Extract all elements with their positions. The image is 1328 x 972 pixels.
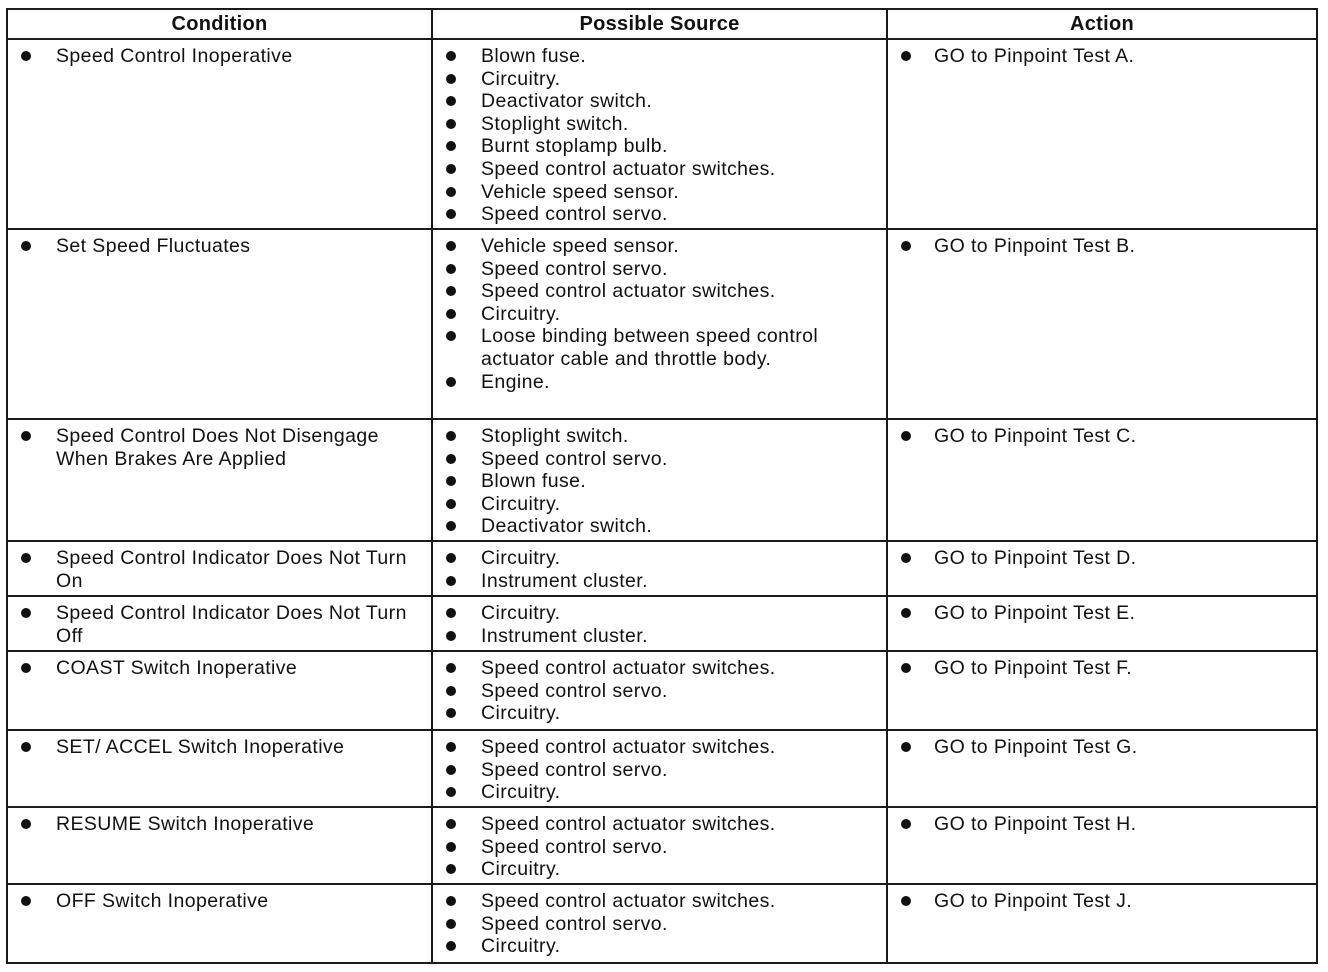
- diagnosis-table: [6, 8, 1318, 964]
- source-item: Blown fuse.: [441, 45, 878, 68]
- action-list: [896, 235, 1308, 258]
- condition-list: [16, 602, 423, 647]
- action-text: GO to Pinpoint Test A.: [896, 45, 1308, 68]
- table-row: [7, 884, 1317, 963]
- source-item: Circuitry.: [441, 702, 878, 725]
- possible-source-cell: [432, 807, 887, 884]
- source-item: Circuitry.: [441, 493, 878, 516]
- condition-list: [16, 657, 423, 680]
- action-cell: [887, 807, 1317, 884]
- action-text: GO to Pinpoint Test H.: [896, 813, 1308, 836]
- condition-cell: [7, 651, 432, 730]
- condition-text: COAST Switch Inoperative: [16, 657, 423, 680]
- header-possible-source: Possible Source: [432, 9, 887, 39]
- possible-source-cell: [432, 884, 887, 963]
- condition-cell: [7, 39, 432, 229]
- possible-source-cell: [432, 39, 887, 229]
- source-item: Speed control actuator switches.: [441, 158, 878, 181]
- source-list: [441, 547, 878, 592]
- header-condition: Condition: [7, 9, 432, 39]
- condition-list: [16, 425, 423, 470]
- action-cell: [887, 39, 1317, 229]
- source-item: Stoplight switch.: [441, 425, 878, 448]
- action-cell: [887, 419, 1317, 541]
- possible-source-cell: [432, 419, 887, 541]
- condition-list: [16, 235, 423, 258]
- action-list: [896, 657, 1308, 680]
- source-list: [441, 425, 878, 538]
- condition-list: [16, 890, 423, 913]
- action-list: [896, 813, 1308, 836]
- source-item: Burnt stoplamp bulb.: [441, 135, 878, 158]
- source-item: Stoplight switch.: [441, 113, 878, 136]
- possible-source-cell: [432, 229, 887, 419]
- action-cell: [887, 651, 1317, 730]
- source-list: [441, 890, 878, 958]
- action-text: GO to Pinpoint Test E.: [896, 602, 1308, 625]
- source-list: [441, 657, 878, 725]
- header-row: [7, 9, 1317, 39]
- source-list: [441, 602, 878, 647]
- table-row: [7, 730, 1317, 807]
- source-item: Circuitry.: [441, 858, 878, 881]
- source-item: Vehicle speed sensor.: [441, 181, 878, 204]
- table-row: [7, 541, 1317, 596]
- condition-text: Set Speed Fluctuates: [16, 235, 423, 258]
- condition-list: [16, 547, 423, 592]
- source-item: Circuitry.: [441, 602, 878, 625]
- source-item: Deactivator switch.: [441, 90, 878, 113]
- table-row: [7, 651, 1317, 730]
- source-item: Speed control servo.: [441, 680, 878, 703]
- possible-source-cell: [432, 730, 887, 807]
- condition-text: Speed Control Inoperative: [16, 45, 423, 68]
- action-list: [896, 890, 1308, 913]
- condition-text: Speed Control Indicator Does Not Turn Off: [16, 602, 423, 647]
- condition-list: [16, 813, 423, 836]
- action-text: GO to Pinpoint Test J.: [896, 890, 1308, 913]
- source-item: Engine.: [441, 371, 878, 394]
- source-item: Instrument cluster.: [441, 625, 878, 648]
- source-list: [441, 736, 878, 804]
- condition-cell: [7, 419, 432, 541]
- action-list: [896, 736, 1308, 759]
- source-item: Speed control actuator switches.: [441, 813, 878, 836]
- header-action: Action: [887, 9, 1317, 39]
- source-item: Speed control actuator switches.: [441, 736, 878, 759]
- condition-cell: [7, 807, 432, 884]
- action-cell: [887, 884, 1317, 963]
- table-row: [7, 807, 1317, 884]
- table-body: [7, 39, 1317, 963]
- table-row: [7, 229, 1317, 419]
- condition-cell: [7, 884, 432, 963]
- source-item: Speed control servo.: [441, 448, 878, 471]
- source-item: Vehicle speed sensor.: [441, 235, 878, 258]
- source-item: Circuitry.: [441, 547, 878, 570]
- source-item: Speed control actuator switches.: [441, 657, 878, 680]
- table-row: [7, 419, 1317, 541]
- action-list: [896, 425, 1308, 448]
- condition-text: Speed Control Does Not Disengage When Brakes Are Applied: [16, 425, 423, 470]
- action-list: [896, 547, 1308, 570]
- source-item: Speed control servo.: [441, 913, 878, 936]
- source-item: Instrument cluster.: [441, 570, 878, 593]
- source-item: Circuitry.: [441, 781, 878, 804]
- table-row: [7, 39, 1317, 229]
- possible-source-cell: [432, 541, 887, 596]
- action-cell: [887, 730, 1317, 807]
- source-list: [441, 235, 878, 393]
- condition-text: Speed Control Indicator Does Not Turn On: [16, 547, 423, 592]
- source-item: Circuitry.: [441, 68, 878, 91]
- source-item: Speed control servo.: [441, 258, 878, 281]
- action-text: GO to Pinpoint Test D.: [896, 547, 1308, 570]
- action-text: GO to Pinpoint Test F.: [896, 657, 1308, 680]
- condition-cell: [7, 596, 432, 651]
- action-cell: [887, 229, 1317, 419]
- source-item: Circuitry.: [441, 935, 878, 958]
- source-item: Circuitry.: [441, 303, 878, 326]
- action-text: GO to Pinpoint Test C.: [896, 425, 1308, 448]
- condition-text: SET/ ACCEL Switch Inoperative: [16, 736, 423, 759]
- action-cell: [887, 541, 1317, 596]
- source-item: Speed control servo.: [441, 836, 878, 859]
- action-text: GO to Pinpoint Test G.: [896, 736, 1308, 759]
- source-item: Deactivator switch.: [441, 515, 878, 538]
- action-cell: [887, 596, 1317, 651]
- source-item: Speed control servo.: [441, 203, 878, 226]
- source-item: Speed control actuator switches.: [441, 280, 878, 303]
- condition-cell: [7, 541, 432, 596]
- possible-source-cell: [432, 651, 887, 730]
- possible-source-cell: [432, 596, 887, 651]
- condition-list: [16, 736, 423, 759]
- table-row: [7, 596, 1317, 651]
- condition-text: OFF Switch Inoperative: [16, 890, 423, 913]
- condition-list: [16, 45, 423, 68]
- source-item: Loose binding between speed control actuator cable and throttle body.: [441, 325, 878, 370]
- source-list: [441, 45, 878, 226]
- condition-cell: [7, 730, 432, 807]
- source-item: Blown fuse.: [441, 470, 878, 493]
- source-item: Speed control servo.: [441, 759, 878, 782]
- source-item: Speed control actuator switches.: [441, 890, 878, 913]
- action-text: GO to Pinpoint Test B.: [896, 235, 1308, 258]
- action-list: [896, 602, 1308, 625]
- source-list: [441, 813, 878, 881]
- condition-cell: [7, 229, 432, 419]
- condition-text: RESUME Switch Inoperative: [16, 813, 423, 836]
- action-list: [896, 45, 1308, 68]
